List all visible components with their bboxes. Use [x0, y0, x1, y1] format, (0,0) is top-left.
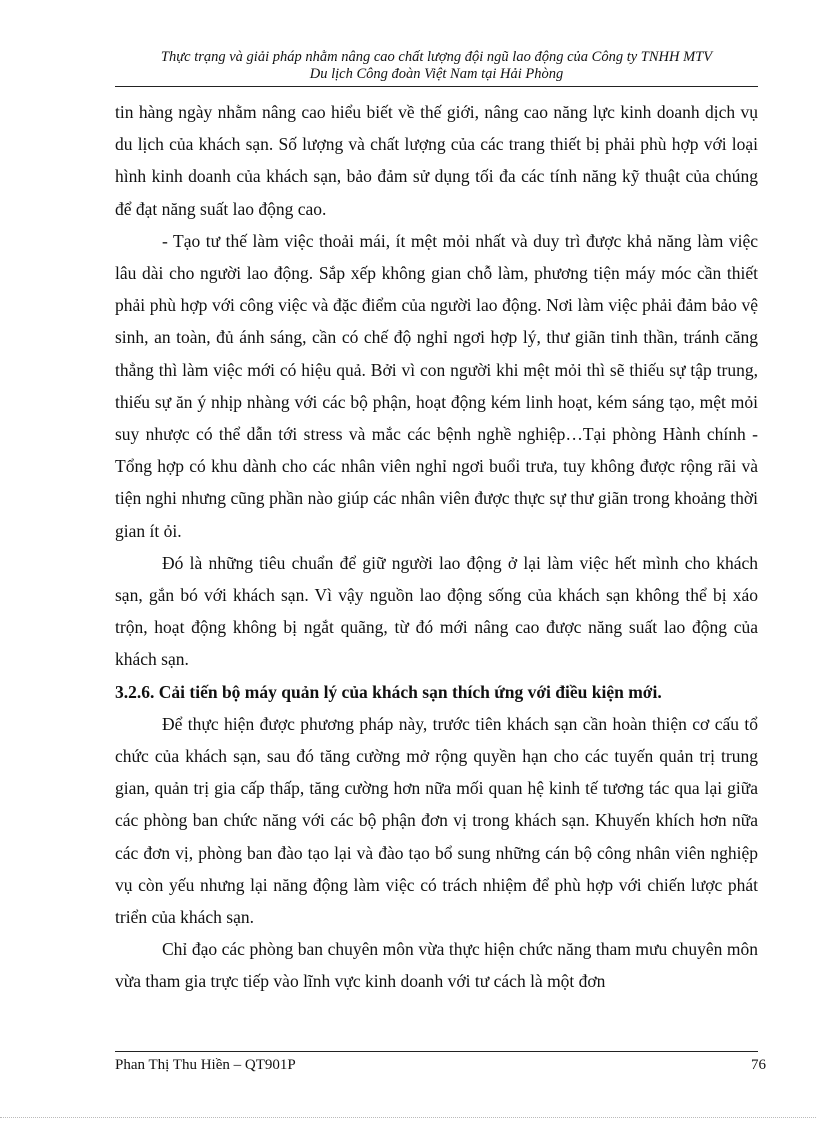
header-line-1: Thực trạng và giải pháp nhằm nâng cao chất lượng đội ngũ lao động của Công ty TNHH MTV: [160, 49, 713, 65]
header-divider: [115, 86, 758, 87]
section-heading: 3.2.6. Cải tiến bộ máy quản lý của khách sạn thích ứng với điều kiện mới.: [115, 681, 662, 702]
header-line-2: Du lịch Công đoàn Việt Nam tại Hải Phòng: [309, 66, 564, 82]
page-number: 76: [751, 1057, 766, 1073]
footer-divider: [115, 1051, 758, 1052]
footer-author: Phan Thị Thu Hiền – QT901P: [115, 1057, 296, 1073]
paragraph-2: - Tạo tư thế làm việc thoải mái, ít mệt mỏi nhất và duy trì được khả năng làm việc lâu dài cho người lao động. Sắp xếp không gian chỗ làm, phương tiện máy móc cần thiết phải phù hợp với công việc và đặc điểm của người lao động. Nơi làm việc phải đảm bảo vệ sinh, an toàn, đủ ánh sáng, cần có chế độ nghỉ ngơi hợp lý, thư giãn tinh thần, tránh căng thẳng thì làm việc mới có hiệu quả. Bởi vì con người khi mệt mỏi thì sẽ thiếu sự tập trung, thiếu sự ăn ý nhịp nhàng với các bộ phận, hoạt động kém linh hoạt, kém sáng tạo, mệt mỏi suy nhược có thể dẫn tới stress và mắc các bệnh nghề nghiệp…Tại phòng Hành chính -Tổng hợp có khu dành cho các nhân viên nghỉ ngơi buổi trưa, tuy không được rộng rãi và tiện nghi nhưng cũng phần nào giúp các nhân viên được thực sự thư giãn trong khoảng thời gian ít ỏi.: [115, 230, 758, 541]
page-bottom-edge: [0, 1117, 816, 1118]
paragraph-3: Đó là những tiêu chuẩn để giữ người lao động ở lại làm việc hết mình cho khách sạn, gắn bó với khách sạn. Vì vậy nguồn lao động sống của khách sạn không thể bị xáo trộn, hoạt động không bị ngắt quãng, từ đó mới nâng cao được năng suất lao động của khách sạn.: [115, 552, 758, 670]
paragraph-4: Để thực hiện được phương pháp này, trước tiên khách sạn cần hoàn thiện cơ cấu tổ chức của khách sạn, sau đó tăng cường mở rộng quyền hạn cho các tuyến quản trị trung gian, quản trị gia cấp thấp, tăng cường hơn nữa mối quan hệ kinh tế tương tác qua lại giữa các phòng ban chức năng với các bộ phận đơn vị trong khách sạn. Khuyến khích hơn nữa các đơn vị, phòng ban đào tạo lại và đào tạo bổ sung những cán bộ công nhân viên nghiệp vụ còn yếu nhưng lại năng động làm việc có trách nhiệm để phù hợp với chiến lược phát triển của khách sạn.: [115, 713, 758, 928]
running-header: [115, 49, 758, 83]
paragraph-5: Chỉ đạo các phòng ban chuyên môn vừa thực hiện chức năng tham mưu chuyên môn vừa tham gia trực tiếp vào lĩnh vực kinh doanh với tư cách là một đơn: [115, 939, 758, 992]
paragraph-1: tin hàng ngày nhằm nâng cao hiểu biết về thế giới, nâng cao năng lực kinh doanh dịch vụ du lịch của khách sạn. Số lượng và chất lượng của các trang thiết bị phải phù hợp với loại hình kinh doanh của khách sạn, bảo đảm sử dụng tối đa các tính năng kỹ thuật của chúng để đạt năng suất lao động cao.: [115, 102, 758, 219]
page-body: [115, 96, 758, 998]
